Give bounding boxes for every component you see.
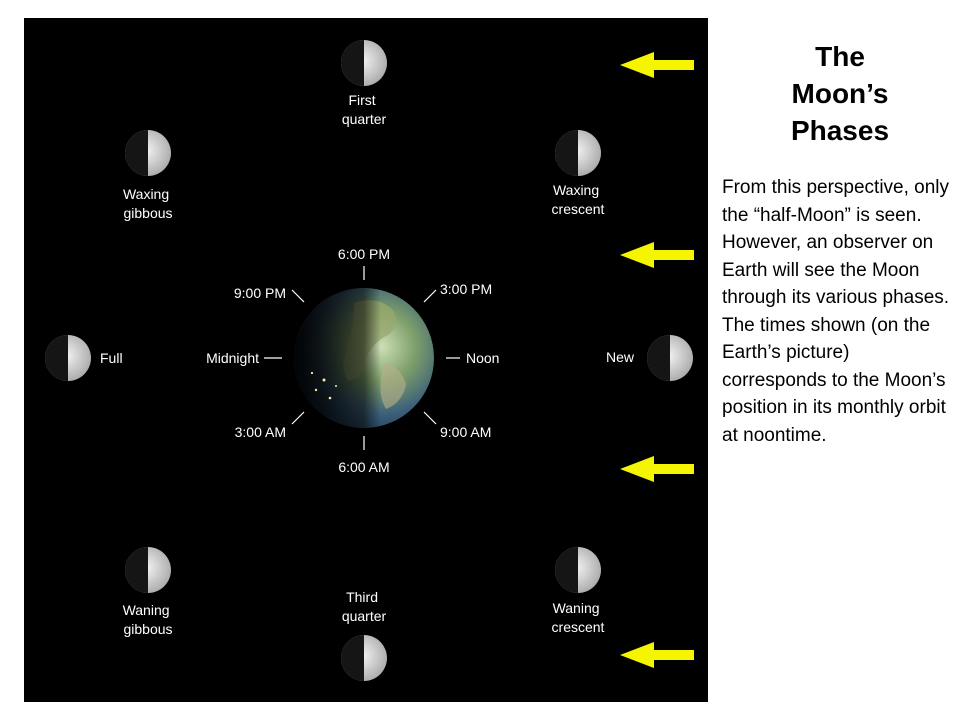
time-6am-label: 6:00 AM bbox=[338, 459, 390, 475]
moon-waning-crescent-icon bbox=[555, 547, 601, 593]
time-3am-label: 3:00 AM bbox=[234, 424, 286, 440]
first-quarter-label: First quarter bbox=[341, 92, 387, 127]
time-midnight-label: Midnight bbox=[206, 350, 259, 366]
sunlight-arrow bbox=[620, 642, 694, 668]
tick-3am bbox=[292, 412, 304, 424]
sunlight-arrow bbox=[620, 456, 694, 482]
earth-globe-icon bbox=[294, 288, 434, 428]
moon-waxing-crescent-icon bbox=[555, 130, 601, 176]
sunlight-arrow bbox=[620, 242, 694, 268]
title-line: The bbox=[815, 41, 865, 72]
sunlight-arrow bbox=[620, 52, 694, 78]
time-noon-label: Noon bbox=[466, 350, 500, 366]
time-6pm-label: 6:00 PM bbox=[337, 246, 391, 262]
slide-title bbox=[770, 38, 910, 149]
waxing-gibbous-label: Waxing gibbous bbox=[122, 186, 173, 221]
moon-first-quarter-icon bbox=[341, 40, 387, 86]
time-9am-label: 9:00 AM bbox=[440, 424, 492, 440]
moon-phase-diagram-panel bbox=[24, 18, 708, 702]
time-3pm-label: 3:00 PM bbox=[440, 281, 493, 297]
description-paragraph: From this perspective, only the “half-Moon” is seen. However, an observer on Earth will see the Moon through its various phases. The times shown (on the Earth’s picture) corresponds to the Moon’s position in its monthly orbit at noontime. bbox=[722, 177, 950, 446]
full-label: Full bbox=[100, 350, 123, 366]
tick-3pm bbox=[424, 290, 436, 302]
waning-gibbous-label: Waning gibbous bbox=[122, 602, 173, 637]
new-label: New bbox=[606, 349, 635, 365]
third-quarter-label: Third quarter bbox=[341, 589, 387, 624]
moon-third-quarter-icon bbox=[341, 635, 387, 681]
title-line: Moon’s bbox=[791, 78, 889, 109]
waning-crescent-label: Waning crescent bbox=[551, 600, 605, 635]
moon-full-icon bbox=[45, 335, 91, 381]
title-line: Phases bbox=[790, 115, 890, 146]
moon-waxing-gibbous-icon bbox=[125, 130, 171, 176]
moon-new-icon bbox=[647, 335, 693, 381]
time-9pm-label: 9:00 PM bbox=[233, 285, 286, 301]
moon-phase-diagram bbox=[24, 18, 708, 702]
waxing-crescent-label: Waxing crescent bbox=[551, 182, 605, 217]
moon-waning-gibbous-icon bbox=[125, 547, 171, 593]
tick-9am bbox=[424, 412, 436, 424]
tick-9pm bbox=[292, 290, 304, 302]
